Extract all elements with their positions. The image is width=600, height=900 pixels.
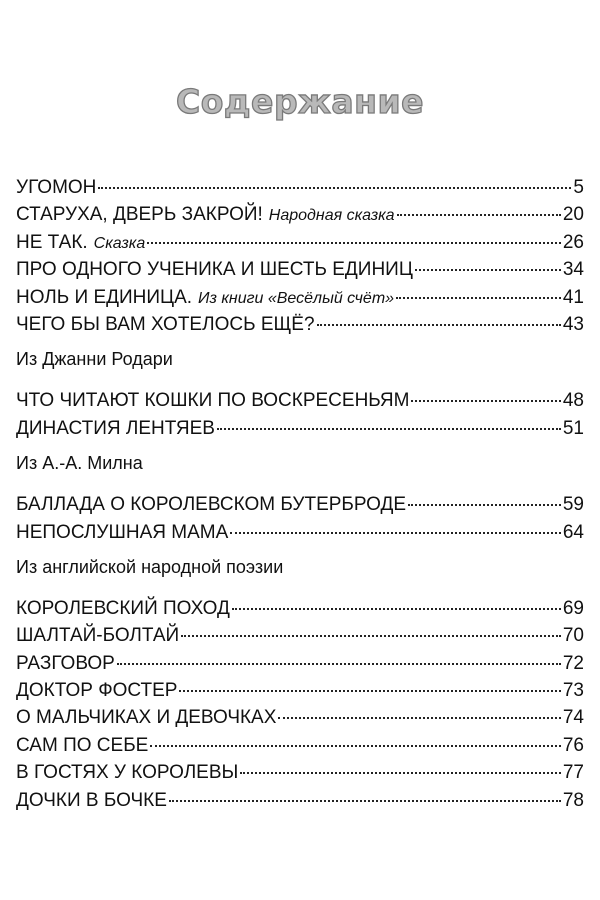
page-title: Содержание <box>176 82 424 121</box>
toc-entry[interactable] <box>16 284 584 311</box>
entry-title: ДОКТОР ФОСТЕР <box>16 680 178 702</box>
toc-entry[interactable] <box>16 622 584 649</box>
page-number: 64 <box>562 521 584 543</box>
dot-leader <box>147 242 561 244</box>
page-number: 34 <box>562 259 584 281</box>
page-number: 70 <box>562 625 584 647</box>
dot-leader <box>415 269 561 271</box>
entry-title: ДОЧКИ В БОЧКЕ <box>16 789 167 811</box>
entry-title: В ГОСТЯХ У КОРОЛЕВЫ <box>16 762 239 784</box>
dot-leader <box>179 690 560 692</box>
entry-title: НОЛЬ И ЕДИНИЦА. <box>16 286 193 308</box>
dot-leader <box>181 635 561 637</box>
page-number: 73 <box>562 680 584 702</box>
dot-leader <box>98 187 571 189</box>
entry-subtitle: Сказка <box>93 234 146 252</box>
page-number: 51 <box>562 417 584 439</box>
page-number: 74 <box>562 707 584 729</box>
entry-title: ЧТО ЧИТАЮТ КОШКИ ПО ВОСКРЕСЕНЬЯМ <box>16 390 410 412</box>
toc-entry[interactable] <box>16 174 584 201</box>
entry-title: ЧЕГО БЫ ВАМ ХОТЕЛОСЬ ЕЩЁ? <box>16 313 315 335</box>
page-number: 69 <box>562 597 584 619</box>
toc-entry[interactable] <box>16 229 584 256</box>
dot-leader <box>150 745 561 747</box>
entry-title: ПРО ОДНОГО УЧЕНИКА И ШЕСТЬ ЕДИНИЦ <box>16 259 413 281</box>
entry-title: О МАЛЬЧИКАХ И ДЕВОЧКАХ <box>16 707 277 729</box>
page-number: 5 <box>573 177 584 198</box>
dot-leader <box>408 504 561 506</box>
toc-entry[interactable] <box>16 519 584 546</box>
page-number: 20 <box>562 204 584 226</box>
toc-entry[interactable] <box>16 201 584 228</box>
section-heading: Из А.-А. Милна <box>16 453 143 474</box>
dot-leader <box>230 532 561 534</box>
dot-leader <box>397 214 561 216</box>
page-number: 72 <box>562 652 584 674</box>
page-number: 26 <box>562 231 584 253</box>
entry-subtitle: Народная сказка <box>268 207 395 225</box>
entry-title: РАЗГОВОР <box>16 652 115 674</box>
toc-entry[interactable] <box>16 491 584 518</box>
toc-entry[interactable] <box>16 415 584 442</box>
toc-entry[interactable] <box>16 595 584 622</box>
page-number: 77 <box>562 762 584 784</box>
section-heading: Из английской народной поэзии <box>16 556 284 577</box>
section-heading: Из Джанни Родари <box>16 349 173 370</box>
dot-leader <box>232 608 561 610</box>
entry-title: УГОМОН <box>16 177 97 198</box>
dot-leader <box>278 717 560 719</box>
toc-entry[interactable] <box>16 759 584 786</box>
page-number: 43 <box>562 313 584 335</box>
page-number: 41 <box>562 286 584 308</box>
dot-leader <box>169 800 561 802</box>
toc-entry[interactable] <box>16 387 584 414</box>
toc-entry[interactable] <box>16 677 584 704</box>
entry-title: САМ ПО СЕБЕ <box>16 734 149 756</box>
dot-leader <box>317 324 561 326</box>
toc-entry[interactable] <box>16 704 584 731</box>
entry-title: БАЛЛАДА О КОРОЛЕВСКОМ БУТЕРБРОДЕ <box>16 494 407 516</box>
table-of-contents <box>16 174 584 814</box>
dot-leader <box>117 663 561 665</box>
toc-entry[interactable] <box>16 311 584 338</box>
entry-subtitle: Из книги «Весёлый счёт» <box>198 289 395 307</box>
page-number: 59 <box>562 494 584 516</box>
entry-title: НЕПОСЛУШНАЯ МАМА <box>16 521 229 543</box>
entry-title: НЕ ТАК. <box>16 231 88 253</box>
dot-leader <box>217 428 561 430</box>
toc-entry[interactable] <box>16 256 584 283</box>
toc-entry[interactable] <box>16 732 584 759</box>
toc-entry[interactable] <box>16 787 584 814</box>
page-number: 78 <box>562 789 584 811</box>
entry-title: ШАЛТАЙ-БОЛТАЙ <box>16 625 180 647</box>
page-number: 76 <box>562 734 584 756</box>
toc-entry[interactable] <box>16 650 584 677</box>
entry-title: СТАРУХА, ДВЕРЬ ЗАКРОЙ! <box>16 204 263 226</box>
entry-title: ДИНАСТИЯ ЛЕНТЯЕВ <box>16 417 215 439</box>
page-number: 48 <box>562 390 584 412</box>
dot-leader <box>411 400 560 402</box>
dot-leader <box>396 297 561 299</box>
dot-leader <box>240 772 561 774</box>
entry-title: КОРОЛЕВСКИЙ ПОХОД <box>16 597 230 619</box>
